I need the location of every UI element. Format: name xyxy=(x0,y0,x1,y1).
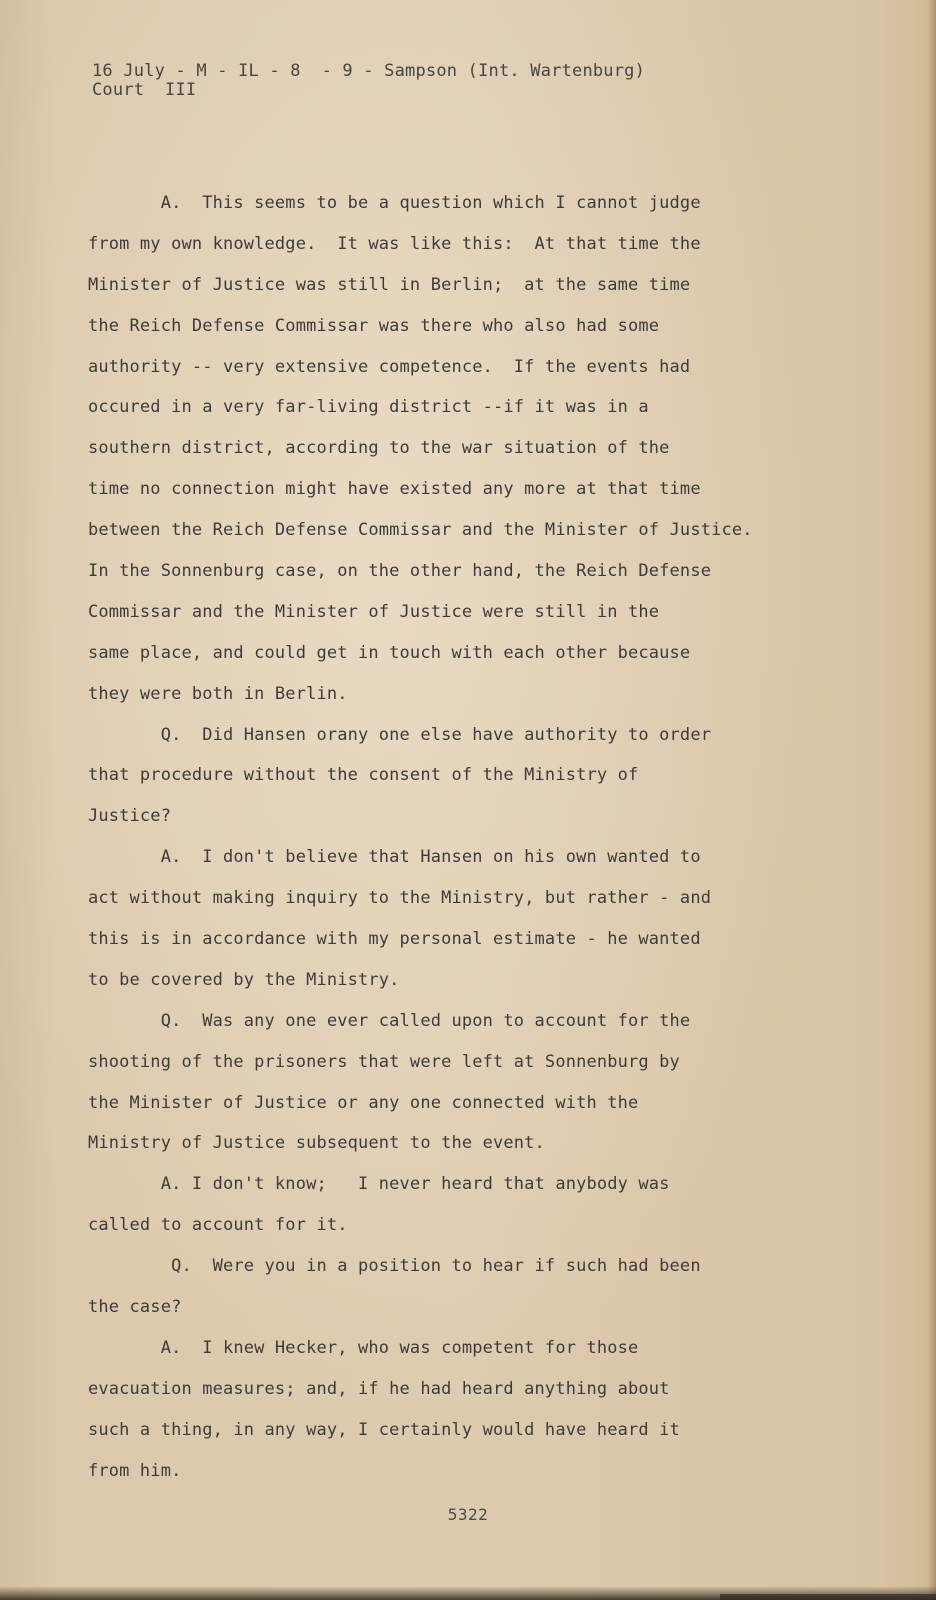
page-edge-right xyxy=(928,0,936,1600)
text-line: A. This seems to be a question which I cannot judge xyxy=(88,193,701,213)
text-line: the case? xyxy=(88,1297,182,1318)
text-line: the Reich Defense Commissar was there who also had some xyxy=(88,315,660,336)
text-line: evacuation measures; and, if he had heard anything about xyxy=(88,1378,670,1399)
text-line: time no connection might have existed any more at that time xyxy=(88,479,701,500)
testimony-text xyxy=(88,183,888,1492)
text-line: that procedure without the consent of the Ministry of xyxy=(88,765,639,786)
text-line: Commissar and the Minister of Justice were still in the xyxy=(88,601,660,622)
text-line: Q. Did Hansen orany one else have authority to order xyxy=(88,724,712,745)
text-line: such a thing, in any way, I certainly would have heard it xyxy=(88,1419,680,1440)
page-edge-shadow xyxy=(720,1594,936,1600)
text-line: Minister of Justice was still in Berlin; at the same time xyxy=(88,274,691,295)
text-line: Q. Was any one ever called upon to account for the xyxy=(88,1010,691,1031)
text-line: from him. xyxy=(88,1460,182,1481)
text-line: Q. Were you in a position to hear if such had been xyxy=(88,1256,701,1277)
page-header xyxy=(92,62,645,100)
text-line: to be covered by the Ministry. xyxy=(88,969,400,990)
text-line: the Minister of Justice or any one connected with the xyxy=(88,1092,639,1113)
text-line: A. I don't know; I never heard that anybody was xyxy=(88,1174,670,1195)
page-number: 5322 xyxy=(447,1505,489,1524)
text-line: southern district, according to the war situation of the xyxy=(88,438,670,459)
text-line: they were both in Berlin. xyxy=(88,683,348,704)
text-line: act without making inquiry to the Ministry, but rather - and xyxy=(88,888,712,909)
text-line: authority -- very extensive competence. If the events had xyxy=(88,356,691,377)
text-line: Ministry of Justice subsequent to the event. xyxy=(88,1133,545,1154)
header-line-2: Court III xyxy=(92,80,197,100)
text-line: from my own knowledge. It was like this: At that time the xyxy=(88,233,701,254)
text-line: occured in a very far-living district --if it was in a xyxy=(88,397,649,418)
text-line: this is in accordance with my personal estimate - he wanted xyxy=(88,929,701,950)
text-line: A. I don't believe that Hansen on his own wanted to xyxy=(88,847,701,868)
text-line: called to account for it. xyxy=(88,1215,348,1236)
text-line: same place, and could get in touch with each other because xyxy=(88,642,691,663)
text-line: Justice? xyxy=(88,806,172,827)
text-line: A. I knew Hecker, who was competent for those xyxy=(88,1337,639,1358)
header-line-1: 16 July - M - IL - 8 - 9 - Sampson (Int. Wartenburg) xyxy=(92,61,646,81)
text-line: In the Sonnenburg case, on the other hand, the Reich Defense xyxy=(88,561,712,582)
text-line: between the Reich Defense Commissar and the Minister of Justice. xyxy=(88,520,753,541)
text-line: shooting of the prisoners that were left at Sonnenburg by xyxy=(88,1051,680,1072)
